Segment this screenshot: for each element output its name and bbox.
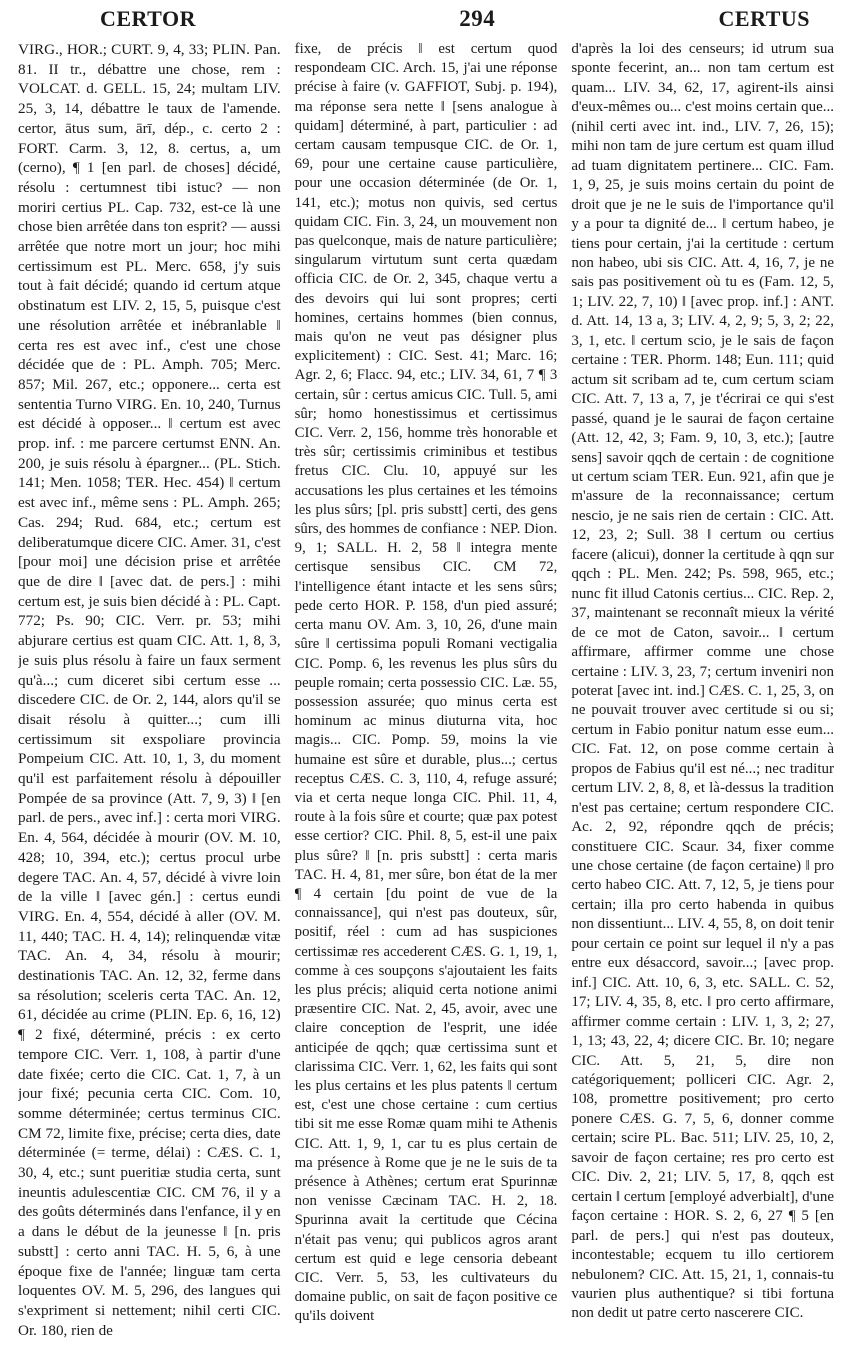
column-text: d'après la loi des censeurs; id utrum sua sponte fecerint, an... non tam certum est quam... LIV. 34, 62, 17, agirent-ils ainsi d'eux-mêmes ou... c'est moins certain que... (nihil certi avec int. ind., LIV. 7, 26, 15); mihi non tam de jure certum est quam illud ad tuam dignitatem pertinere... CIC. Fam. 1, 9, 25, je suis moins certain du point de droit que je ne le suis de l'importance qu'il y a pour ta dignité de... ‖ certum habeo, je tiens pour certain, j'ai la certitude : certum non habeo, ubi sis CIC. Att. 4, 16, 7, je ne sais pas positivement où tu es (Fam. 12, 5, 1; LIV. 22, 7, 10) ‖ [avec prop. inf.] : ANT. d. Att. 14, 13 a, 3; LIV. 4, 2, 9; 5, 3, 2; 22, 3, 1, etc. ‖ certum scio, je le sais de façon certaine : TER. Phorm. 148; Eun. 111; quid actum sit scribam ad te, cum certum sciam CIC. Att. 7, 13 a, 7, je t'écrirai ce qui s'est passé, quand je le saurai de façon certaine (Att. 12, 42, 3; Fam. 9, 10, 3, etc.); [autre sens] savoir qqch de certain : de cognitione ut certum sciam TER. Eun. 921, afin que je m'assure de la reconnaissance; certum nescio, je ne sais rien de certain : CIC. Att. 12, 23, 2; Sull. 38 ‖ certum ou certius facere (alicui), donner la certitude à qqn sur qqch : PL. Men. 242; Ps. 598, 965, etc.; nunc fit illud Catonis certius... CIC. Rep. 2, 37, maintenant se reconnaît mieux la vérité de ce mot de Caton, savoir... ‖ certum affirmare, affirmer comme une chose certaine : LIV. 3, 23, 7; certum inveniri non poterat [avec int. ind.] CÆS. C. 1, 25, 3, on ne pouvait trouver avec certitude si ou si; certum in Fabio ponitur natum esse eum... CIC. Fat. 12, on pose comme certain à propos de Fabius qu'il est né...; nec traditur certum LIV. 2, 8, 8, et là-dessus la tradition n'est pas certaine; certum respondere CIC. Ac. 2, 92, répondre qqch de précis; constituere CIC. Scaur. 34, fixer comme une chose certaine (de façon certaine) ‖ pro certo habeo CIC. Att. 7, 12, 5, je tiens pour certain; illa pro certo habenda in quibus non dissentiunt... LIV. 4, 55, 8, on doit tenir pour certain ce point sur lequel il n'y a pas entre eux désaccord, savoir...; [avec prop. inf.] CIC. Att. 10, 6, 3, etc. SALL. C. 52, 17; LIV. 4, 35, 8, etc. ‖ pro certo affirmare, affirmer comme certain : LIV. 1, 3, 2; 27, 1, 13; 43, 22, 4; dicere CIC. Br. 10; negare CIC. Att. 5, 21, 5, dire non catégoriquement; polliceri CIC. Agr. 2, 108, promettre positivement; pro certo ponere CÆS. G. 7, 5, 6, donner comme certain; scire PL. Bac. 511; LIV. 25, 10, 2, savoir de façon certaine; res pro certo est CIC. Div. 2, 21; LIV. 5, 17, 8, qqch est certain ‖ certum [employé adverbialt], d'une façon certaine : HOR. S. 2, 6, 27 ¶ 5 [en parl. de pers.] qui n'est pas douteux, incontestable; ecquem tu illo certiorem nebulonem? CIC. Att. 15, 21, 1, connais-tu vaurien plus authentique? si tibi fortuna non dedit ut patre certo nascerere CIC. bbox=[571, 41, 834, 1322]
column-text: fixe, de précis ‖ est certum quod respondeam CIC. Arch. 15, j'ai une réponse précise à faire (v. GAFFIOT, Subj. p. 194), ma réponse sera nette ‖ [sens analogue à quidam] déterminé, à part, particulier : ad certam causam tempusque CIC. de Or. 1, 69, pour une certaine cause particulière, pour une occasion déterminée (de Or. 1, 141, etc.); motus non quivis, sed certus quidam CIC. Fin. 3, 24, un mouvement non pas quelconque, mais de nature particulière; singularum virtutum sunt certa quædam officia CIC. de Or. 2, 345, chaque vertu a des devoirs qui lui sont propres; certi homines, certains hommes (bien connus, mais qu'on ne veut pas désigner plus explicitement) : CIC. Sest. 41; Marc. 16; Agr. 2, 6; Flacc. 94, etc.; LIV. 34, 61, 7 ¶ 3 certain, sûr : certus amicus CIC. Tull. 5, ami sûr; homo honestissimus et certissimus CIC. Verr. 2, 156, homme très honorable et très sûr; certissimis criminibus et testibus fretus CIC. Clu. 10, appuyé sur les accusations les plus certaines et les témoins les plus sûrs; [pl. pris substt] certi, des gens sûrs, des hommes de confiance : NEP. Dion. 9, 1; SALL. H. 2, 58 ‖ integra mente certisque sensibus CIC. CM 72, l'intelligence étant intacte et les sens sûrs; pede certo HOR. P. 158, d'un pied assuré; certa manu OV. Am. 3, 10, 26, d'une main sûre ‖ certissima populi Romani vectigalia CIC. Pomp. 6, les revenus les plus sûrs du peuple romain; certa possessio CIC. Læ. 55, possession assurée; quo minus certa est hominum ac minus diuturna vita, hoc magis... CIC. Pomp. 59, moins la vie humaine est sûre et durable, plus...; certus receptus CÆS. C. 3, 110, 4, refuge assuré; via et certa neque longa CIC. Phil. 11, 4, route à la fois sûre et courte; quæ pax potest esse certior? CIC. Phil. 8, 5, est-il une paix plus sûre? ‖ [n. pris substt] : certa maris TAC. H. 4, 81, mer sûre, bon état de la mer ¶ 4 certain [du point de vue de la connaissance], qui n'est pas douteux, sûr, positif, réel : cum ad has suspiciones certissimæ res accederent CÆS. G. 1, 19, 1, comme à ces soupçons s'ajoutaient les faits les plus précis; aliquid certa notione animi præsentire CIC. Nat. 2, 45, avoir, avec une claire conception de l'esprit, une idée anticipée de qqch; quæ certissima sunt et clarissima CIC. Verr. 1, 62, les faits qui sont les plus certains et les plus patents ‖ certum est, c'est une chose certaine : cum certius tibi sit me esse Romæ quam mihi te Athenis CIC. Att. 1, 9, 1, car tu es plus certain de ma présence à Rome que je ne le suis de ta présence à Athènes; certum erat Spurinnæ non venisse Cæcinam TAC. H. 2, 18. Spurinna avait la certitude que Cécina n'était pas venu; qui publicos agros arant certum est quid e lege censoria debeant CIC. Verr. 5, 53, les cultivateurs du domaine public, on sait de façon positive ce qu'ils doivent bbox=[294, 41, 558, 1325]
page-number: 294 bbox=[459, 6, 496, 31]
right-running-headword: CERTUS bbox=[718, 6, 810, 31]
column-text: VIRG., HOR.; CURT. 9, 4, 33; PLIN. Pan. 81. II tr., débattre une chose, rem : VOLCAT. d. GELL. 15, 24; multam LIV. 25, 3, 14, débattre le taux de l'amende. certor, ātus sum, ārī, dép., c. certo 2 : FORT. Carm. 3, 12, 8. certus, a, um (cerno), ¶ 1 [en parl. de choses] décidé, résolu : certumnest tibi istuc? — non moriri certius PL. Cap. 732, est-ce là une chose bien arrêtée dans ton esprit? — aussi arrêtée que notre mort un jour; hoc mihi certissimum est PL. Merc. 658, j'y suis tout à fait décidé; quando id certum atque obstinatum est LIV. 2, 15, 5, puisque c'est une résolution arrêtée et inébranlable ‖ certa res est avec inf., c'est une chose décidée que de : PL. Amph. 705; Merc. 857; Mil. 267, etc.; opponere... certa est sententia Turno VIRG. En. 10, 240, Turnus est décidé à opposer... ‖ certum est avec prop. inf. : me parcere certumst ENN. An. 200, je suis résolu à épargner... (PL. Stich. 141; Men. 1058; TER. Hec. 454) ‖ certum est avec inf., même sens : PL. Amph. 265; Cas. 294; Rud. 684, etc.; certum est deliberatumque dicere CIC. Amer. 31, c'est [pour moi] une décision prise et arrêtée que de dire ‖ [avec dat. de pers.] : mihi certum est, je suis bien décidé à : PL. Capt. 772; Ps. 90; CIC. Verr. pr. 53; mihi abjurare certius est quam CIC. Att. 1, 8, 3, je suis plus résolu à faire un faux serment qu'à...; cum diceret sibi certum esse ... discedere CIC. de Or. 2, 144, alors qu'il se disait résolu à quitter...; cum illi certissimum sit exspoliare provincia Pompeium CIC. Att. 10, 1, 3, du moment qu'il est parfaitement résolu à dépouiller Pompée de sa province (Att. 7, 9, 3) ‖ [en parl. de pers., avec inf.] : certa mori VIRG. En. 4, 564, décidée à mourir (OV. M. 10, 428; 10, 394, etc.); certus procul urbe degere TAC. An. 4, 57, décidé à vivre loin de la ville ‖ [avec gén.] : certus eundi VIRG. En. 4, 554, décidé à aller (OV. M. 11, 440; TAC. H. 4, 14); relinquendæ vitæ TAC. An. 4, 34, résolu à mourir; destinationis TAC. An. 12, 32, ferme dans sa résolution; sceleris certa TAC. An. 12, 61, décidée au crime (PLIN. Ep. 6, 16, 12) ¶ 2 fixé, déterminé, précis : ex certo tempore CIC. Verr. 1, 108, à partir d'une date fixée; certo die CIC. Cat. 1, 7, à un jour fixé; pecunia certa CIC. Com. 10, somme déterminée; certus terminus CIC. CM 72, limite fixe, précise; certa dies, date déterminée (= terme, délai) : CÆS. C. 1, 30, 4, etc.; sunt pueritiæ studia certa, sunt ineuntis adulescentiæ CIC. CM 76, il y a des goûts déterminés dans l'enfance, il y en a dans le début de la jeunesse ‖ [n. pris substt] : certo anni TAC. H. 5, 6, à une époque fixe de l'année; linguæ tam certa loquentes OV. M. 5, 296, des langues qui s'expriment si nettement; nihil certi CIC. Or. 180, rien de bbox=[18, 41, 281, 1339]
left-running-headword: CERTOR bbox=[100, 6, 196, 31]
column-middle bbox=[295, 40, 558, 1340]
column-left bbox=[18, 40, 281, 1340]
column-right bbox=[571, 40, 834, 1340]
text-columns bbox=[18, 40, 834, 1340]
